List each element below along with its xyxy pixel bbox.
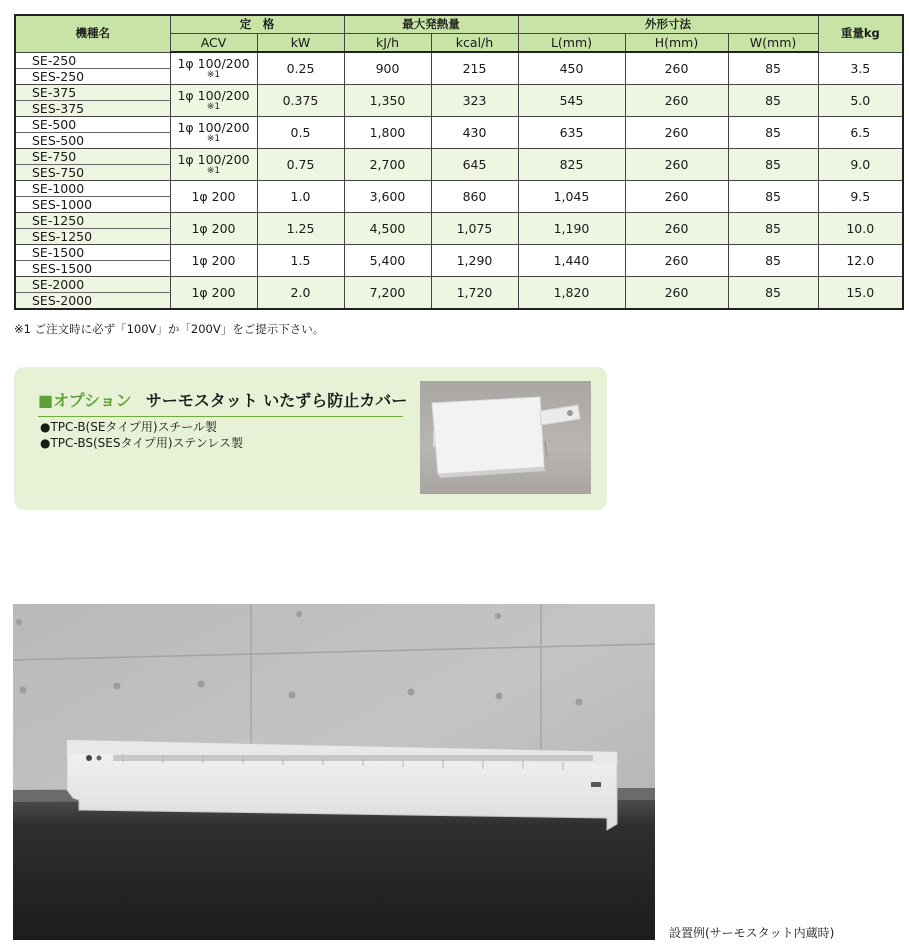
kcalh-cell: 215 bbox=[431, 52, 518, 84]
model-se-cell: SE-1250 bbox=[15, 212, 170, 228]
table-row bbox=[15, 244, 903, 260]
header-model: 機種名 bbox=[15, 15, 170, 52]
h-cell: 260 bbox=[625, 212, 728, 244]
w-cell: 85 bbox=[728, 52, 818, 84]
table-row bbox=[15, 52, 903, 68]
acv-cell bbox=[170, 276, 257, 309]
footnote: ※1 ご注文時に必ず「100V」か「200V」をご提示下さい。 bbox=[14, 322, 325, 336]
acv-note: ※1 bbox=[206, 165, 221, 176]
heater-installation-illustration bbox=[13, 604, 655, 940]
kw-cell: 0.75 bbox=[257, 148, 344, 180]
acv-cell bbox=[170, 244, 257, 276]
kjh-cell: 2,700 bbox=[344, 148, 431, 180]
acv-value: 1φ 200 bbox=[191, 252, 236, 268]
h-cell: 260 bbox=[625, 244, 728, 276]
kw-cell: 1.5 bbox=[257, 244, 344, 276]
l-cell: 1,820 bbox=[518, 276, 625, 309]
header-h: H(mm) bbox=[625, 34, 728, 53]
kcalh-cell: 1,075 bbox=[431, 212, 518, 244]
model-se-cell: SE-250 bbox=[15, 52, 170, 68]
kw-cell: 0.375 bbox=[257, 84, 344, 116]
option-heading bbox=[38, 388, 408, 417]
h-cell: 260 bbox=[625, 84, 728, 116]
header-l: L(mm) bbox=[518, 34, 625, 53]
header-kw: kW bbox=[257, 34, 344, 53]
kg-cell: 12.0 bbox=[818, 244, 903, 276]
kjh-cell: 5,400 bbox=[344, 244, 431, 276]
option-item: ●TPC-B(SEタイプ用)スチール製 bbox=[40, 420, 218, 434]
table-row bbox=[15, 84, 903, 100]
photo-caption: 設置例(サーモスタット内蔵時) bbox=[669, 926, 835, 940]
model-ses-cell: SES-500 bbox=[15, 132, 170, 148]
w-cell: 85 bbox=[728, 212, 818, 244]
kw-cell: 1.25 bbox=[257, 212, 344, 244]
acv-note: ※1 bbox=[206, 69, 221, 80]
h-cell: 260 bbox=[625, 276, 728, 309]
table-row bbox=[15, 148, 903, 164]
acv-cell bbox=[170, 212, 257, 244]
option-item: ●TPC-BS(SESタイプ用)ステンレス製 bbox=[40, 436, 244, 450]
acv-cell bbox=[170, 52, 257, 84]
acv-value: 1φ 200 bbox=[191, 284, 236, 300]
model-ses-cell: SES-750 bbox=[15, 164, 170, 180]
header-weight: 重量kg bbox=[818, 15, 903, 52]
cover-illustration bbox=[420, 381, 591, 494]
model-se-cell: SE-1000 bbox=[15, 180, 170, 196]
acv-value: 1φ 100/200 bbox=[177, 55, 250, 71]
option-box bbox=[14, 367, 607, 510]
cover-product-photo bbox=[420, 381, 591, 494]
kcalh-cell: 645 bbox=[431, 148, 518, 180]
l-cell: 1,440 bbox=[518, 244, 625, 276]
h-cell: 260 bbox=[625, 180, 728, 212]
header-w: W(mm) bbox=[728, 34, 818, 53]
acv-note: ※1 bbox=[206, 133, 221, 144]
l-cell: 1,045 bbox=[518, 180, 625, 212]
kg-cell: 3.5 bbox=[818, 52, 903, 84]
kg-cell: 5.0 bbox=[818, 84, 903, 116]
kw-cell: 1.0 bbox=[257, 180, 344, 212]
table-row bbox=[15, 116, 903, 132]
spec-table bbox=[14, 14, 904, 310]
kjh-cell: 1,800 bbox=[344, 116, 431, 148]
model-ses-cell: SES-375 bbox=[15, 100, 170, 116]
option-title: サーモスタット いたずら防止カバー bbox=[145, 391, 408, 410]
model-se-cell: SE-1500 bbox=[15, 244, 170, 260]
acv-value: 1φ 200 bbox=[191, 220, 236, 236]
header-acv: ACV bbox=[170, 34, 257, 53]
h-cell: 260 bbox=[625, 52, 728, 84]
table-row bbox=[15, 276, 903, 292]
acv-value: 1φ 100/200 bbox=[177, 151, 250, 167]
kcalh-cell: 1,720 bbox=[431, 276, 518, 309]
w-cell: 85 bbox=[728, 148, 818, 180]
w-cell: 85 bbox=[728, 180, 818, 212]
kjh-cell: 900 bbox=[344, 52, 431, 84]
l-cell: 825 bbox=[518, 148, 625, 180]
kjh-cell: 4,500 bbox=[344, 212, 431, 244]
kg-cell: 9.5 bbox=[818, 180, 903, 212]
model-ses-cell: SES-1000 bbox=[15, 196, 170, 212]
kjh-cell: 7,200 bbox=[344, 276, 431, 309]
header-rating: 定 格 bbox=[170, 15, 344, 34]
option-tag: ■オプション bbox=[38, 391, 132, 410]
l-cell: 545 bbox=[518, 84, 625, 116]
kg-cell: 9.0 bbox=[818, 148, 903, 180]
kg-cell: 10.0 bbox=[818, 212, 903, 244]
acv-value: 1φ 100/200 bbox=[177, 119, 250, 135]
kcalh-cell: 860 bbox=[431, 180, 518, 212]
acv-cell bbox=[170, 116, 257, 148]
acv-note: ※1 bbox=[206, 101, 221, 112]
table-row bbox=[15, 212, 903, 228]
h-cell: 260 bbox=[625, 116, 728, 148]
header-kcalh: kcal/h bbox=[431, 34, 518, 53]
model-se-cell: SE-750 bbox=[15, 148, 170, 164]
model-se-cell: SE-500 bbox=[15, 116, 170, 132]
model-se-cell: SE-2000 bbox=[15, 276, 170, 292]
h-cell: 260 bbox=[625, 148, 728, 180]
w-cell: 85 bbox=[728, 84, 818, 116]
kg-cell: 6.5 bbox=[818, 116, 903, 148]
kcalh-cell: 430 bbox=[431, 116, 518, 148]
spec-table-body bbox=[15, 52, 903, 309]
kcalh-cell: 1,290 bbox=[431, 244, 518, 276]
acv-value: 1φ 200 bbox=[191, 188, 236, 204]
kw-cell: 0.5 bbox=[257, 116, 344, 148]
kjh-cell: 3,600 bbox=[344, 180, 431, 212]
kjh-cell: 1,350 bbox=[344, 84, 431, 116]
table-row bbox=[15, 180, 903, 196]
w-cell: 85 bbox=[728, 244, 818, 276]
model-ses-cell: SES-2000 bbox=[15, 292, 170, 309]
model-se-cell: SE-375 bbox=[15, 84, 170, 100]
model-ses-cell: SES-1500 bbox=[15, 260, 170, 276]
model-ses-cell: SES-1250 bbox=[15, 228, 170, 244]
l-cell: 635 bbox=[518, 116, 625, 148]
acv-value: 1φ 100/200 bbox=[177, 87, 250, 103]
kw-cell: 0.25 bbox=[257, 52, 344, 84]
model-ses-cell: SES-250 bbox=[15, 68, 170, 84]
acv-cell bbox=[170, 180, 257, 212]
l-cell: 1,190 bbox=[518, 212, 625, 244]
kcalh-cell: 323 bbox=[431, 84, 518, 116]
w-cell: 85 bbox=[728, 276, 818, 309]
w-cell: 85 bbox=[728, 116, 818, 148]
installation-photo bbox=[13, 604, 655, 940]
l-cell: 450 bbox=[518, 52, 625, 84]
header-dimensions: 外形寸法 bbox=[518, 15, 818, 34]
acv-cell bbox=[170, 84, 257, 116]
kw-cell: 2.0 bbox=[257, 276, 344, 309]
header-kjh: kJ/h bbox=[344, 34, 431, 53]
acv-cell bbox=[170, 148, 257, 180]
kg-cell: 15.0 bbox=[818, 276, 903, 309]
header-max-heat: 最大発熱量 bbox=[344, 15, 518, 34]
